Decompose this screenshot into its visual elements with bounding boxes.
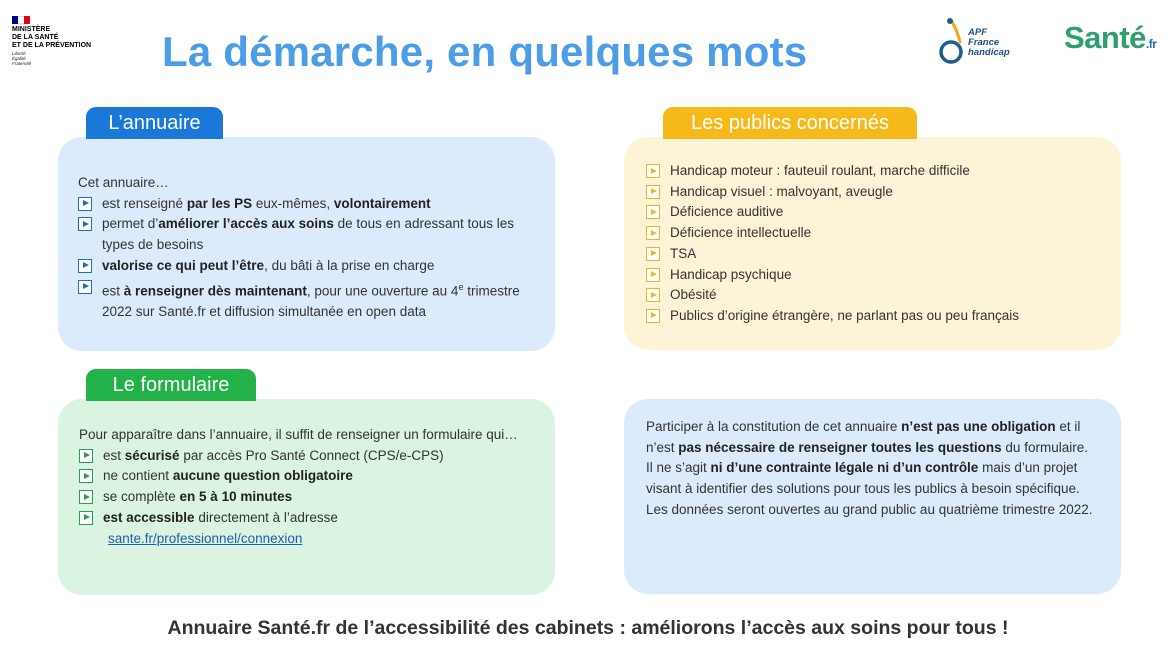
formulaire-content [79, 425, 539, 549]
text-segment: par les PS [186, 195, 253, 211]
play-bullet-icon [79, 511, 93, 525]
list-item-text: Handicap moteur : fauteuil roulant, marche difficile [670, 163, 970, 178]
info-paragraph [646, 417, 1101, 458]
text-segment: valorise ce qui peut l’être [102, 257, 265, 273]
list-item [646, 306, 1106, 327]
list-item-text [103, 466, 353, 487]
list-item [646, 244, 1106, 265]
play-bullet-icon [78, 259, 92, 273]
play-bullet-icon [646, 247, 660, 261]
text-segment: en 5 à 10 minutes [179, 489, 293, 505]
text-segment: de tous en adressant tous les types de besoins [102, 216, 515, 253]
play-bullet-icon [79, 490, 93, 504]
text-segment: est accessible [103, 509, 195, 525]
list-item [646, 285, 1106, 306]
info-paragraph [646, 458, 1101, 499]
text-segment: ni d’une contrainte légale ni d’un contrôle [710, 460, 979, 476]
ministry-logo [12, 16, 122, 66]
list-item [79, 466, 539, 487]
play-bullet-icon [646, 205, 660, 219]
page-title: La démarche, en quelques mots [162, 28, 808, 75]
text-segment: directement à l’adresse [194, 509, 338, 525]
list-item-text [103, 487, 292, 508]
apf-logo [938, 16, 1028, 66]
list-item [646, 223, 1106, 244]
apf-emblem-icon [938, 16, 972, 66]
publics-list [646, 161, 1106, 327]
publics-tab: Les publics concernés [663, 107, 917, 139]
apf-logo-text: APF France handicap [968, 27, 1010, 58]
list-item [646, 161, 1106, 182]
text-segment: et il n’est [646, 419, 1081, 455]
text-segment: , pour une ouverture au 4 [306, 283, 459, 299]
text-segment: n’est pas une obligation [901, 419, 1056, 434]
formulaire-list [79, 446, 539, 529]
list-item-text: Publics d’origine étrangère, ne parlant pas ou peu français [670, 307, 1019, 323]
text-segment: par accès Pro Santé Connect (CPS/e-CPS) [179, 447, 444, 463]
play-bullet-icon [646, 268, 660, 282]
list-item-text: Handicap psychique [670, 266, 792, 282]
play-bullet-icon [78, 197, 92, 211]
list-item [78, 194, 543, 215]
list-item-text [103, 508, 338, 529]
text-segment: , du bâti à la prise en charge [264, 257, 435, 273]
list-item [79, 508, 539, 529]
text-segment: aucune question obligatoire [172, 468, 353, 484]
list-item-text: Déficience intellectuelle [670, 225, 812, 241]
list-item-text [103, 446, 444, 467]
play-bullet-icon [79, 469, 93, 483]
text-segment: ne contient [103, 468, 173, 484]
ministry-name: MINISTÈRE DE LA SANTÉ ET DE LA PRÉVENTION [12, 26, 92, 49]
text-segment: permet d’ [102, 216, 159, 232]
sante-fr-logo: Santé.fr [1064, 20, 1157, 55]
list-item-text: TSA [670, 245, 697, 261]
list-item-text: Obésité [670, 287, 717, 303]
list-item-text [102, 214, 543, 255]
list-item [79, 487, 539, 508]
ministry-motto: Liberté Égalité Fraternité [12, 51, 32, 66]
play-bullet-icon [79, 449, 93, 463]
text-segment: Les données seront ouvertes au grand public au quatrième trimestre 2022. [646, 501, 1093, 517]
list-item [78, 277, 543, 323]
text-segment: est [103, 447, 125, 463]
text-segment: mais d’un projet visant à identifier des solutions pour tous les publics à besoin spécifique. [646, 460, 1080, 497]
text-segment: trimestre 2022 sur Santé.fr et diffusion simultanée en open data [102, 283, 520, 319]
text-segment: e [458, 281, 464, 292]
play-bullet-icon [78, 280, 92, 294]
annuaire-list [78, 194, 543, 323]
annuaire-tab: L’annuaire [86, 107, 223, 139]
play-bullet-icon [78, 217, 92, 231]
list-item [646, 202, 1106, 223]
text-segment: Il ne s’agit [646, 460, 711, 476]
list-item [646, 182, 1106, 203]
text-segment: améliorer l’accès aux soins [158, 216, 334, 232]
connexion-link[interactable]: sante.fr/professionnel/connexion [108, 530, 303, 546]
list-item-text [102, 256, 434, 277]
play-bullet-icon [646, 164, 660, 178]
list-item-text: Handicap visuel : malvoyant, aveugle [670, 183, 893, 199]
text-segment: est [102, 283, 124, 299]
text-segment: à renseigner dès maintenant [123, 283, 307, 299]
list-item [79, 446, 539, 467]
list-item-text [102, 194, 431, 215]
text-segment: du formulaire. [1001, 439, 1088, 455]
text-segment: eux-mêmes, [252, 195, 334, 211]
footer-slogan: Annuaire Santé.fr de l’accessibilité des cabinets : améliorons l’accès aux soins pour tous ! [167, 617, 1009, 639]
french-flag-icon [12, 16, 30, 24]
play-bullet-icon [646, 226, 660, 240]
list-item [78, 256, 543, 277]
list-item [78, 214, 543, 255]
text-segment: se complète [103, 489, 180, 505]
text-segment: volontairement [333, 195, 431, 211]
text-segment: pas nécessaire de renseigner toutes les questions [678, 439, 1002, 455]
play-bullet-icon [646, 309, 660, 323]
play-bullet-icon [646, 185, 660, 199]
annuaire-intro: Cet annuaire… [78, 175, 169, 190]
formulaire-intro: Pour apparaître dans l’annuaire, il suffit de renseigner un formulaire qui… [79, 427, 518, 442]
list-item-text: Déficience auditive [670, 204, 784, 220]
text-segment: sécurisé [124, 447, 180, 463]
info-text [646, 417, 1101, 521]
annuaire-content [78, 173, 543, 322]
list-item-text [102, 277, 543, 323]
info-paragraph [646, 500, 1101, 521]
play-bullet-icon [646, 288, 660, 302]
formulaire-tab: Le formulaire [86, 369, 256, 401]
list-item [646, 265, 1106, 286]
text-segment: est renseigné [102, 195, 187, 211]
text-segment: Participer à la constitution de cet annuaire [646, 419, 902, 434]
